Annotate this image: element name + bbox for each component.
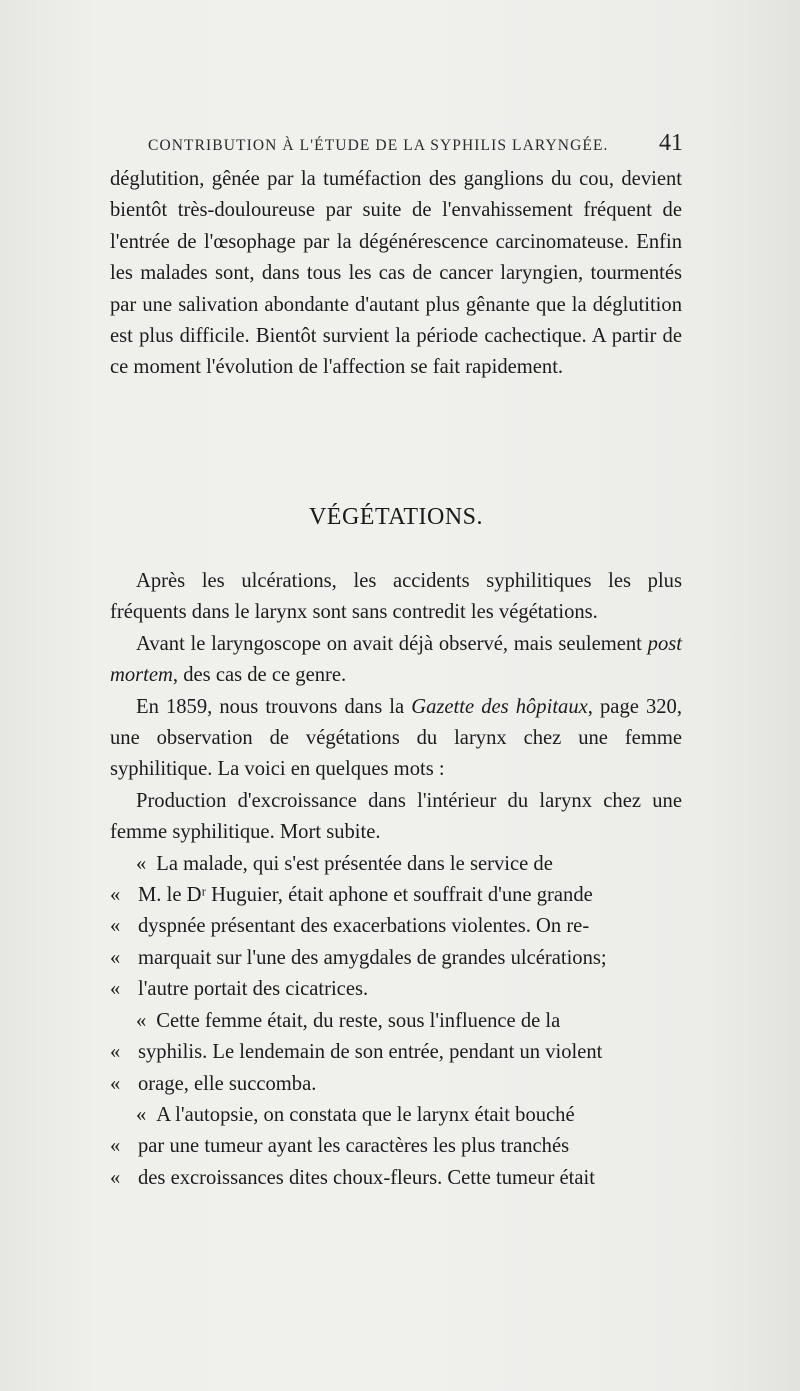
paragraph: Après les ulcérations, les accidents syphilitiques les plus fréquents dans le larynx sont sans contredit les végétations.: [110, 570, 682, 624]
paragraph: Avant le laryngoscope on avait déjà observé, mais seulement post mortem, des cas de ce genre.: [110, 632, 682, 687]
quote-mark: «: [110, 1072, 121, 1095]
quote-text: des excroissances dites choux-fleurs. Cette tumeur était: [138, 1166, 595, 1189]
italic-phrase: post mortem: [110, 632, 682, 687]
text-block-main: [110, 566, 682, 1194]
quote-text: A l'autopsie, on constata que le larynx était bouché: [156, 1103, 575, 1126]
quote-line: [110, 1037, 682, 1068]
quote-text: Cette femme était, du reste, sous l'influence de la: [156, 1009, 561, 1032]
text-block-top: [110, 164, 682, 384]
quote-line: [110, 943, 682, 974]
quote-mark: «: [110, 1166, 121, 1189]
quote-text: marquait sur l'une des amygdales de grandes ulcérations;: [138, 946, 607, 969]
quote-line: [110, 1069, 682, 1100]
quote-line: [110, 849, 682, 880]
quote-mark: «: [110, 1041, 121, 1064]
paragraph: En 1859, nous trouvons dans la Gazette des hôpitaux, page 320, une observation de végétations du larynx chez une femme syphilitique. La voici en quelques mots :: [110, 695, 682, 781]
quote-mark: «: [110, 884, 121, 907]
quote-mark: «: [136, 1103, 147, 1126]
quote-line: [110, 1163, 682, 1194]
quote-text: M. le Dʳ Huguier, était aphone et souffrait d'une grande: [138, 884, 593, 907]
quote-mark: «: [110, 978, 121, 1001]
quote-line: [110, 1131, 682, 1162]
running-title: CONTRIBUTION À L'ÉTUDE DE LA SYPHILIS LARYNGÉE.: [148, 137, 609, 154]
quote-text: La malade, qui s'est présentée dans le service de: [156, 852, 553, 875]
quote-mark: «: [136, 1009, 147, 1032]
quote-text: syphilis. Le lendemain de son entrée, pendant un violent: [138, 1041, 603, 1064]
paragraph: Production d'excroissance dans l'intérieur du larynx chez une femme syphilitique. Mort subite.: [110, 789, 682, 844]
quote-mark: «: [110, 915, 121, 938]
quote-line: [110, 974, 682, 1005]
quote-text: l'autre portait des cicatrices.: [138, 978, 369, 1001]
quote-text: dyspnée présentant des exacerbations violentes. On re-: [138, 915, 590, 938]
quote-mark: «: [136, 852, 147, 875]
quote-text: orage, elle succomba.: [138, 1072, 317, 1095]
page-header: [148, 130, 683, 157]
continued-paragraph: déglutition, gênée par la tuméfaction des ganglions du cou, devient bientôt très-douloureuse par suite de l'envahissement fréquent de l'entrée de l'œsophage par la dégénérescence carcinomateuse. Enfin les malades sont, dans tous les cas de cancer laryngien, tourmentés par une salivation abondante d'autant plus gênante que la déglutition est plus difficile. Bientôt survient la période cachectique. A partir de ce moment l'évolution de l'affection se fait rapidement.: [110, 168, 682, 379]
section-title: VÉGÉTATIONS.: [308, 504, 484, 530]
quote-mark: «: [110, 1135, 121, 1158]
quote-line: [110, 911, 682, 942]
quote-mark: «: [110, 946, 121, 969]
quote-text: par une tumeur ayant les caractères les plus tranchés: [138, 1135, 570, 1158]
quote-line: [110, 1006, 682, 1037]
journal-title: Gazette des hôpitaux: [411, 695, 588, 718]
quote-line: [110, 1100, 682, 1131]
quote-line: [110, 880, 682, 911]
page-number: 41: [659, 130, 683, 156]
